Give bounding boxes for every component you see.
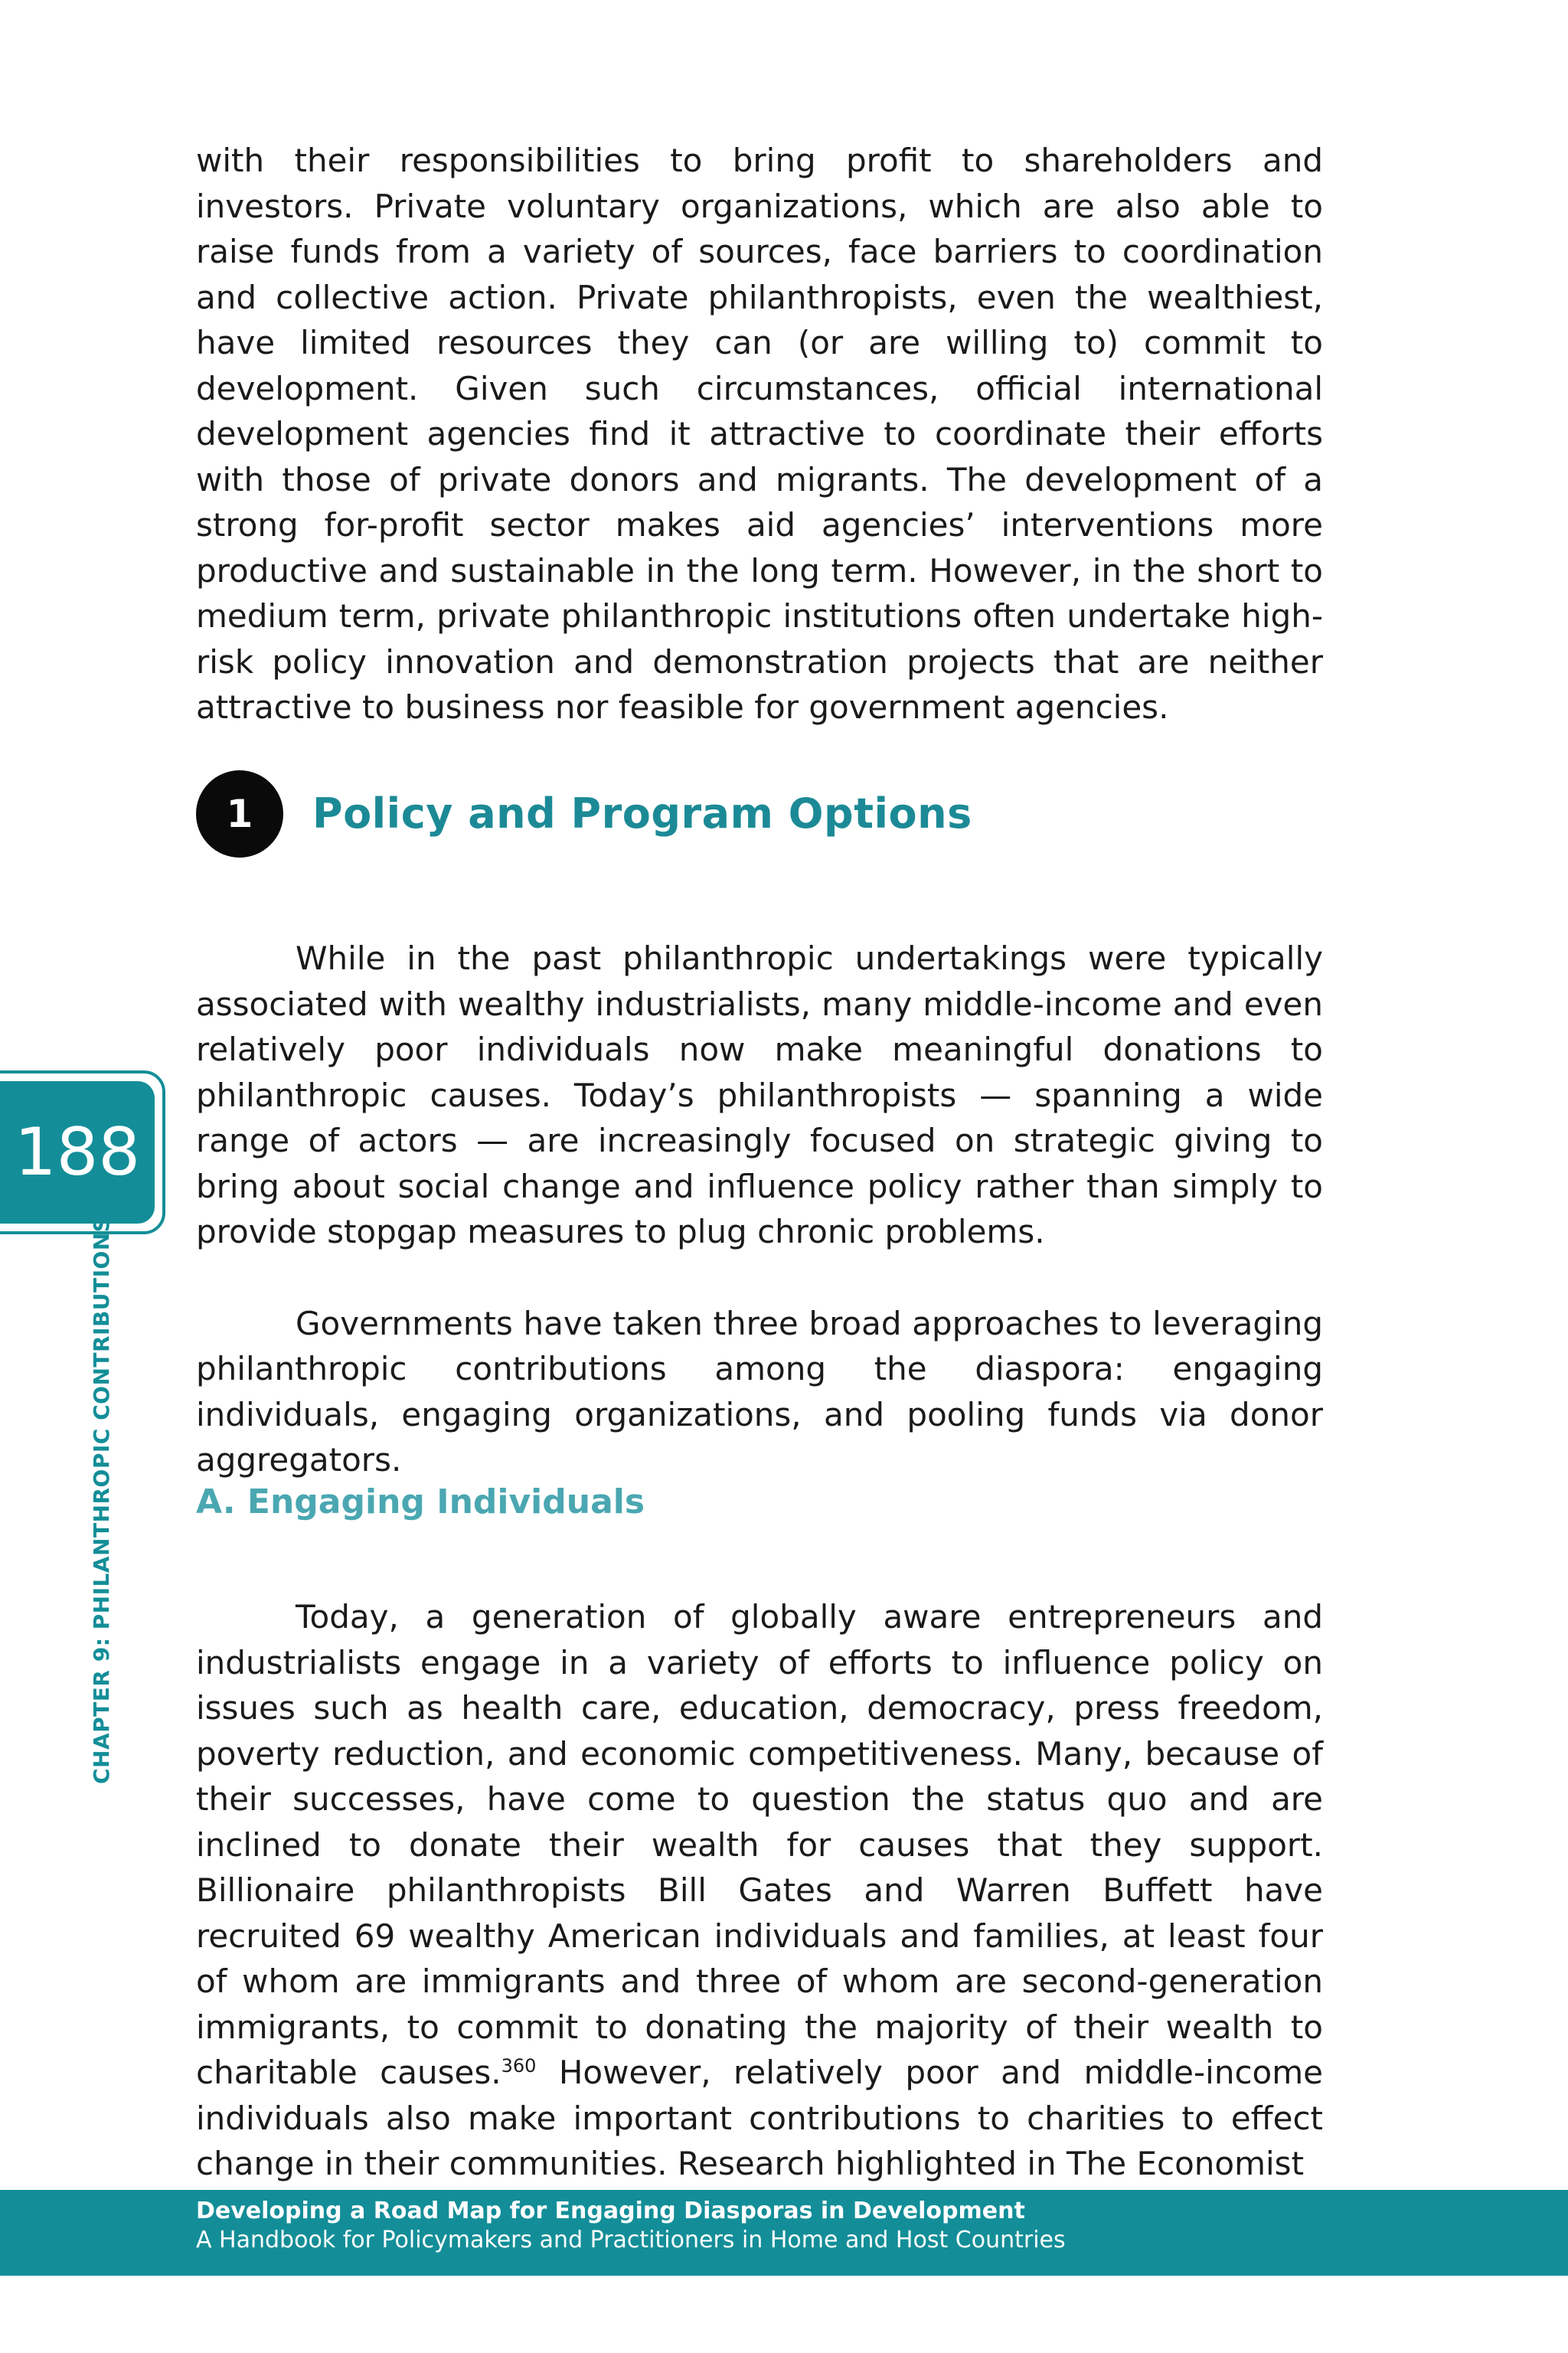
footer-subtitle: A Handbook for Policymakers and Practitioners in Home and Host Countries [196, 2227, 1066, 2253]
section-paragraph-2: Governments have taken three broad approaches to leveraging philanthropic contributions among the diaspora: engaging individuals, engaging organizations, and pooling funds via donor aggregators. [196, 1304, 1323, 1479]
subsection-text-block [196, 1594, 1323, 2187]
footnote-marker[interactable]: 360 [501, 2055, 537, 2077]
chapter-side-label: CHAPTER 9: PHILANTHROPIC CONTRIBUTIONS [89, 1216, 114, 1784]
intro-paragraph: with their responsibilities to bring profit to shareholders and investors. Private voluntary organizations, which are also able to raise funds from a variety of sources, face barriers to coordination and collective action. Private philanthropists, even the wealthiest, have limited resources they can (or are willing to) commit to development. Given such circumstances, official international development agencies find it attractive to coordinate their efforts with those of private donors and migrants. The development of a strong for-profit sector makes aid agencies’ interventions more productive and sustainable in the long term. However, in the short to medium term, private philanthropic institutions often undertake high-risk policy innovation and demonstration projects that are neither attractive to business nor feasible for government agencies. [196, 142, 1323, 726]
subsection-heading [196, 1482, 645, 1521]
subsection-paragraph [196, 1594, 1323, 2187]
intro-text-block [196, 138, 1323, 730]
section-number-badge: 1 [196, 770, 283, 858]
subsection-paragraph-part1: Today, a generation of globally aware entrepreneurs and industrialists engage in a variety of efforts to influence policy on issues such as health care, education, democracy, press freedom, poverty reduction, and economic competitiveness. Many, because of their successes, have come to question the status quo and are inclined to donate their wealth for causes that they support. Billionaire philanthropists Bill Gates and Warren Buffett have recruited 69 wealthy American individuals and families, at least four of whom are immigrants and three of whom are second-generation immigrants, to commit to donating the majority of their wealth to charitable causes. [196, 1598, 1323, 2091]
page-number-tab [0, 1081, 155, 1224]
footer-title: Developing a Road Map for Engaging Diasporas in Development [196, 2198, 1025, 2224]
section-title: Policy and Program Options [312, 789, 972, 838]
subsection-paragraph-part2: However, relatively poor and middle-income individuals also make important contributions to charities to effect change in their communities. Research highlighted in The Economist [196, 2054, 1323, 2182]
section-paragraph-1: While in the past philanthropic undertakings were typically associated with wealthy industrialists, many middle-income and even relatively poor individuals now make meaningful donations to philanthropic causes. Today’s philanthropists — spanning a wide range of actors — are increasingly focused on strategic giving to bring about social change and influence policy rather than simply to provide stopgap measures to plug chronic problems. [196, 940, 1323, 1250]
section-text-block [196, 936, 1323, 1483]
subsection-title: Engaging Individuals [247, 1482, 645, 1521]
page-number: 188 [14, 1114, 141, 1191]
section-heading [196, 770, 972, 858]
subsection-label: A. [196, 1482, 236, 1521]
